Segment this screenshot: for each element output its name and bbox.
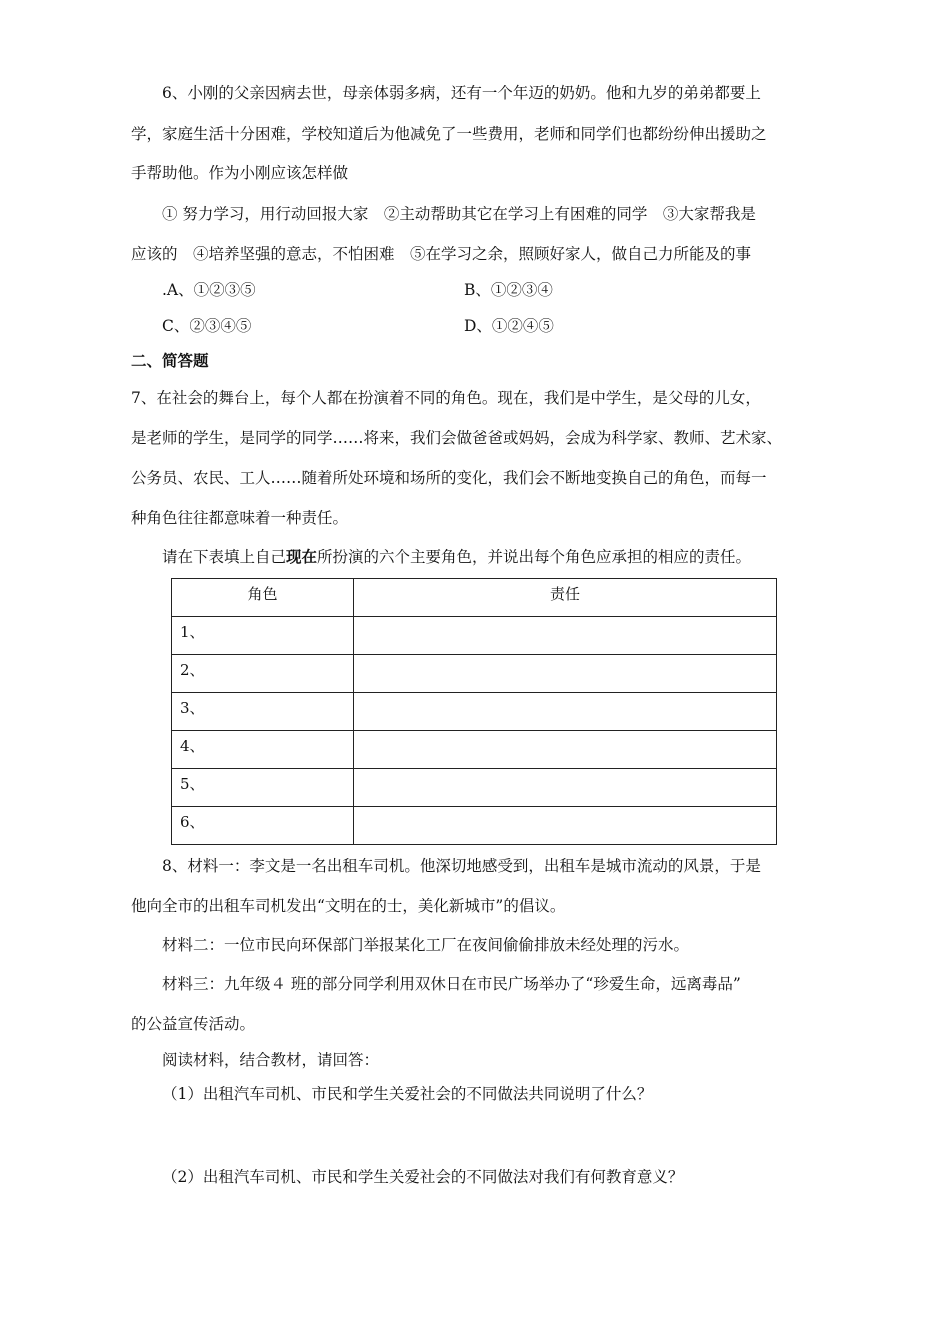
role-cell[interactable]: 5、 — [172, 769, 354, 807]
role-cell[interactable]: 1、 — [172, 617, 354, 655]
responsibility-cell[interactable] — [354, 731, 777, 769]
q7-stem-line-3: 公务员、农民、工人……随着所处环境和场所的变化，我们会不断地变换自己的角色，而每一 — [131, 469, 767, 487]
responsibility-cell[interactable] — [354, 807, 777, 845]
table-row — [172, 617, 777, 655]
q7-stem-line-2: 是老师的学生，是同学的同学……将来，我们会做爸爸或妈妈，会成为科学家、教师、艺术家、 — [131, 429, 783, 447]
responsibility-cell[interactable] — [354, 617, 777, 655]
roles-table — [171, 578, 777, 845]
q6-option-a: .A、①②③⑤ — [162, 281, 256, 299]
q8-subquestion-2: （2）出租汽车司机、市民和学生关爱社会的不同做法对我们有何教育意义？ — [162, 1168, 684, 1186]
role-cell[interactable]: 3、 — [172, 693, 354, 731]
q7-instruction-post: 所扮演的六个主要角色，并说出每个角色应承担的相应的责任。 — [317, 548, 752, 566]
responsibility-cell[interactable] — [354, 655, 777, 693]
role-cell[interactable]: 2、 — [172, 655, 354, 693]
q8-subquestion-1: （1）出租汽车司机、市民和学生关爱社会的不同做法共同说明了什么？ — [162, 1085, 653, 1103]
q6-stem-line-2: 学，家庭生活十分困难，学校知道后为他减免了一些费用，老师和同学们也都纷纷伸出援助之 — [131, 125, 767, 143]
q8-material-2: 材料二：一位市民向环保部门举报某化工厂在夜间偷偷排放未经处理的污水。 — [162, 936, 690, 954]
header-responsibility: 责任 — [354, 579, 777, 617]
q8-material-1-line-1: 8、材料一：李文是一名出租车司机。他深切地感受到，出租车是城市流动的风景，于是 — [162, 857, 761, 875]
table-header-row — [172, 579, 777, 617]
q6-stem-line-1: 6、小刚的父亲因病去世，母亲体弱多病，还有一个年迈的奶奶。他和九岁的弟弟都要上 — [162, 84, 761, 102]
q7-stem-line-1: 7、在社会的舞台上，每个人都在扮演着不同的角色。现在，我们是中学生，是父母的儿女， — [131, 389, 761, 407]
table-row — [172, 693, 777, 731]
role-cell[interactable]: 6、 — [172, 807, 354, 845]
section-title: 二、简答题 — [131, 351, 209, 370]
table-row — [172, 731, 777, 769]
q6-option-b: B、①②③④ — [464, 281, 553, 299]
role-cell[interactable]: 4、 — [172, 731, 354, 769]
q6-stem-line-3: 手帮助他。作为小刚应该怎样做 — [131, 164, 349, 182]
q8-prompt: 阅读材料，结合教材，请回答： — [162, 1051, 380, 1069]
q6-option-d: D、①②④⑤ — [464, 317, 554, 335]
table-row — [172, 769, 777, 807]
header-role: 角色 — [172, 579, 354, 617]
q8-material-3-line-1: 材料三：九年级４ 班的部分同学利用双休日在市民广场举办了“珍爱生命，远离毒品” — [162, 975, 741, 993]
q6-option-c: C、②③④⑤ — [162, 317, 252, 335]
q8-material-3-line-2: 的公益宣传活动。 — [131, 1015, 256, 1033]
q6-statements-line-2: 应该的 ④培养坚强的意志，不怕困难 ⑤在学习之余，照顾好家人，做自己力所能及的事 — [131, 245, 752, 263]
q7-instruction-emphasis: 现在 — [286, 547, 318, 566]
q6-statements-line-1: ① 努力学习，用行动回报大家 ②主动帮助其它在学习上有困难的同学 ③大家帮我是 — [162, 205, 756, 223]
q7-instruction — [162, 547, 751, 567]
q8-material-1-line-2: 他向全市的出租车司机发出“文明在的士，美化新城市”的倡议。 — [131, 897, 566, 915]
q7-instruction-pre: 请在下表填上自己 — [162, 548, 287, 566]
responsibility-cell[interactable] — [354, 693, 777, 731]
table-row — [172, 655, 777, 693]
q7-stem-line-4: 种角色往往都意味着一种责任。 — [131, 509, 349, 527]
responsibility-cell[interactable] — [354, 769, 777, 807]
table-row — [172, 807, 777, 845]
